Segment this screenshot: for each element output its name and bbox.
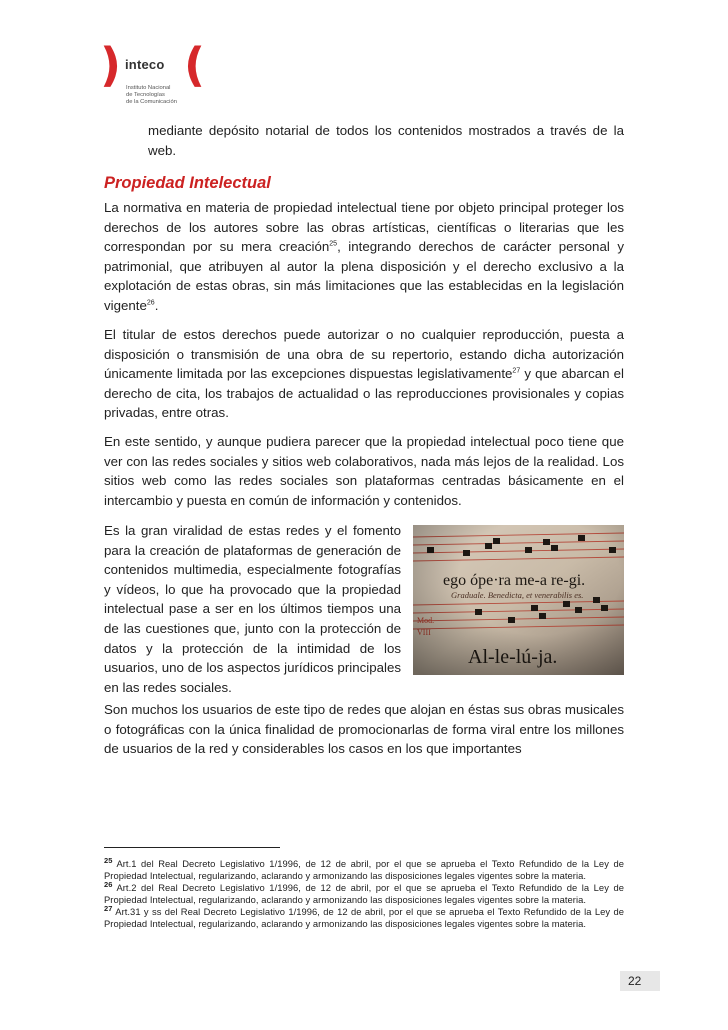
logo-name: inteco: [125, 57, 165, 72]
paragraph-1: La normativa en materia de propiedad intelectual tiene por objeto principal proteger los derechos de los autores sobre las obras artísticas, científicas o literarias que les correspondan por su mera creación$^{25}$, integrando derechos de carácter personal y patrimonial, que atribuyen al autor la plena disposición y el derecho exclusivo a la explotación de estas obras, sin más limitaciones que las establecidas en la legislación vigente$^{26}$.: [104, 200, 624, 313]
footnote-divider: [104, 847, 280, 848]
logo-right-bracket: (: [184, 38, 206, 92]
intro-continuation: mediante depósito notarial de todos los contenidos mostrados a través de la web.: [148, 123, 624, 158]
paragraph-5: Son muchos los usuarios de este tipo de redes que alojan en éstas sus obras musicales o fotográficas con la única finalidad de promocionarlas de forma viral entre los millones de usuarios de la red y considerables los casos en los que importantes: [104, 702, 624, 757]
logo-left-bracket: ): [100, 38, 122, 92]
section-title: Propiedad Intelectual: [104, 174, 271, 192]
paragraph-3: En este sentido, y aunque pudiera parecer que la propiedad intelectual poco tiene que ver con las redes sociales y sitios web colaborativos, nada más lejos de la realidad. Los sitios web como las redes sociales son plataformas centradas básicamente en el intercambio y puesta en común de información y contenidos.: [104, 434, 624, 508]
inteco-logo: [100, 38, 220, 114]
paragraph-2: El titular de estos derechos puede autorizar o no cualquier reproducción, puesta a disposición o transmisión de una obra de su repertorio, estando dicha autorización únicamente limitada por las excepciones dispuestas legislativamente$^{27}$ y que abarcan el derecho de cita, los trabajos de actualidad o las reproducciones provisionales y copias privadas, entre otras.: [104, 327, 624, 421]
footnote-27: $^{27}$ Art.31 y ss del Real Decreto Legislativo 1/1996, de 12 de abril, por el que se aprueba el Texto Refundido de la Ley de Propiedad Intelectual, regularizando, aclarando y armonizando las disposiciones legales vigentes sobre la materia.: [104, 903, 624, 929]
logo-subtitle: Instituto Nacional de Tecnologías de la Comunicación: [126, 85, 177, 106]
footnote-ref-25[interactable]: 25: [329, 240, 338, 248]
page-number: 22: [620, 971, 660, 991]
chant-manuscript-image: [413, 525, 624, 675]
footnote-ref-27[interactable]: 27: [512, 367, 521, 375]
manuscript-illustration: [413, 525, 624, 675]
paragraph-4: Es la gran viralidad de estas redes y el fomento para la creación de plataformas de generación de contenidos multimedia, especialmente fotografías y vídeos, lo que ha provocado que la propiedad intelectual pase a ser en los últimos tiempos una de las cuestiones que, junto con la protección de datos y la protección de la intimidad de los usuarios, uno de los aspectos jurídicos principales en las redes sociales.: [104, 523, 401, 695]
footnote-26: $^{26}$ Art.2 del Real Decreto Legislativo 1/1996, de 12 de abril, por el que se aprueba el Texto Refundido de la Ley de Propiedad Intelectual, regularizando, aclarando y armonizando las disposiciones legales vigentes sobre la materia.: [104, 879, 624, 905]
footnote-25: $^{25}$ Art.1 del Real Decreto Legislativo 1/1996, de 12 de abril, por el que se aprueba el Texto Refundido de la Ley de Propiedad Intelectual, regularizando, aclarando y armonizando las disposiciones legales vigentes sobre la materia.: [104, 855, 624, 881]
footnote-ref-26[interactable]: 26: [146, 299, 155, 307]
